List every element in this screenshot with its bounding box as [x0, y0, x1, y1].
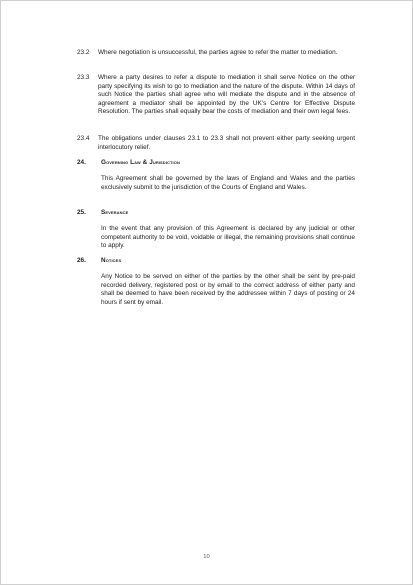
clause-23-4-text: The obligations under clauses 23.1 to 23.3 shall not prevent either party seeking urgent interlocutory relief.	[98, 135, 355, 151]
clause-24-text: This Agreement shall be governed by the laws of England and Wales and the parties exclusively submit to the jurisdiction of the Courts of England and Wales.	[101, 175, 355, 191]
clause-24-heading: Governing Law & Jurisdiction	[101, 159, 180, 166]
clause-23-4-number: 23.4	[77, 135, 90, 142]
clause-24-number: 24.	[77, 159, 86, 166]
page-number: 10	[203, 554, 210, 560]
clause-25-heading: Severance	[101, 209, 129, 216]
clause-23-3-text: Where a party desires to refer a dispute to mediation it shall serve Notice on the other party specifying its wish to go to mediation and the nature of the dispute. Within 14 days of such Notice the parties shall agree who will mediate the dispute and in the absence of agreement a mediator shall be appointed by the UK’s Centre for Effective Dispute Resolution. The parties shall equally bear the costs of mediation and their own legal fees.	[98, 74, 355, 116]
clause-23-2-text: Where negotiation is unsuccessful, the parties agree to refer the matter to mediation.	[98, 49, 338, 56]
clause-23-2-number: 23.2	[77, 49, 90, 56]
clause-26-number: 26.	[77, 257, 86, 264]
clause-25-text: In the event that any provision of this Agreement is declared by any judicial or other competent authority to be void, voidable or illegal, the remaining provisions shall continue to apply.	[101, 225, 355, 250]
clause-26-heading: Notices	[101, 257, 122, 264]
clause-25-number: 25.	[77, 209, 86, 216]
clause-23-3-number: 23.3	[77, 74, 90, 81]
clause-26-text: Any Notice to be served on either of the parties by the other shall be sent by pre-paid recorded delivery, registered post or by email to the correct address of either party and shall be deemed to have been received by the addressee within 7 days of posting or 24 hours if sent by email.	[101, 273, 355, 306]
